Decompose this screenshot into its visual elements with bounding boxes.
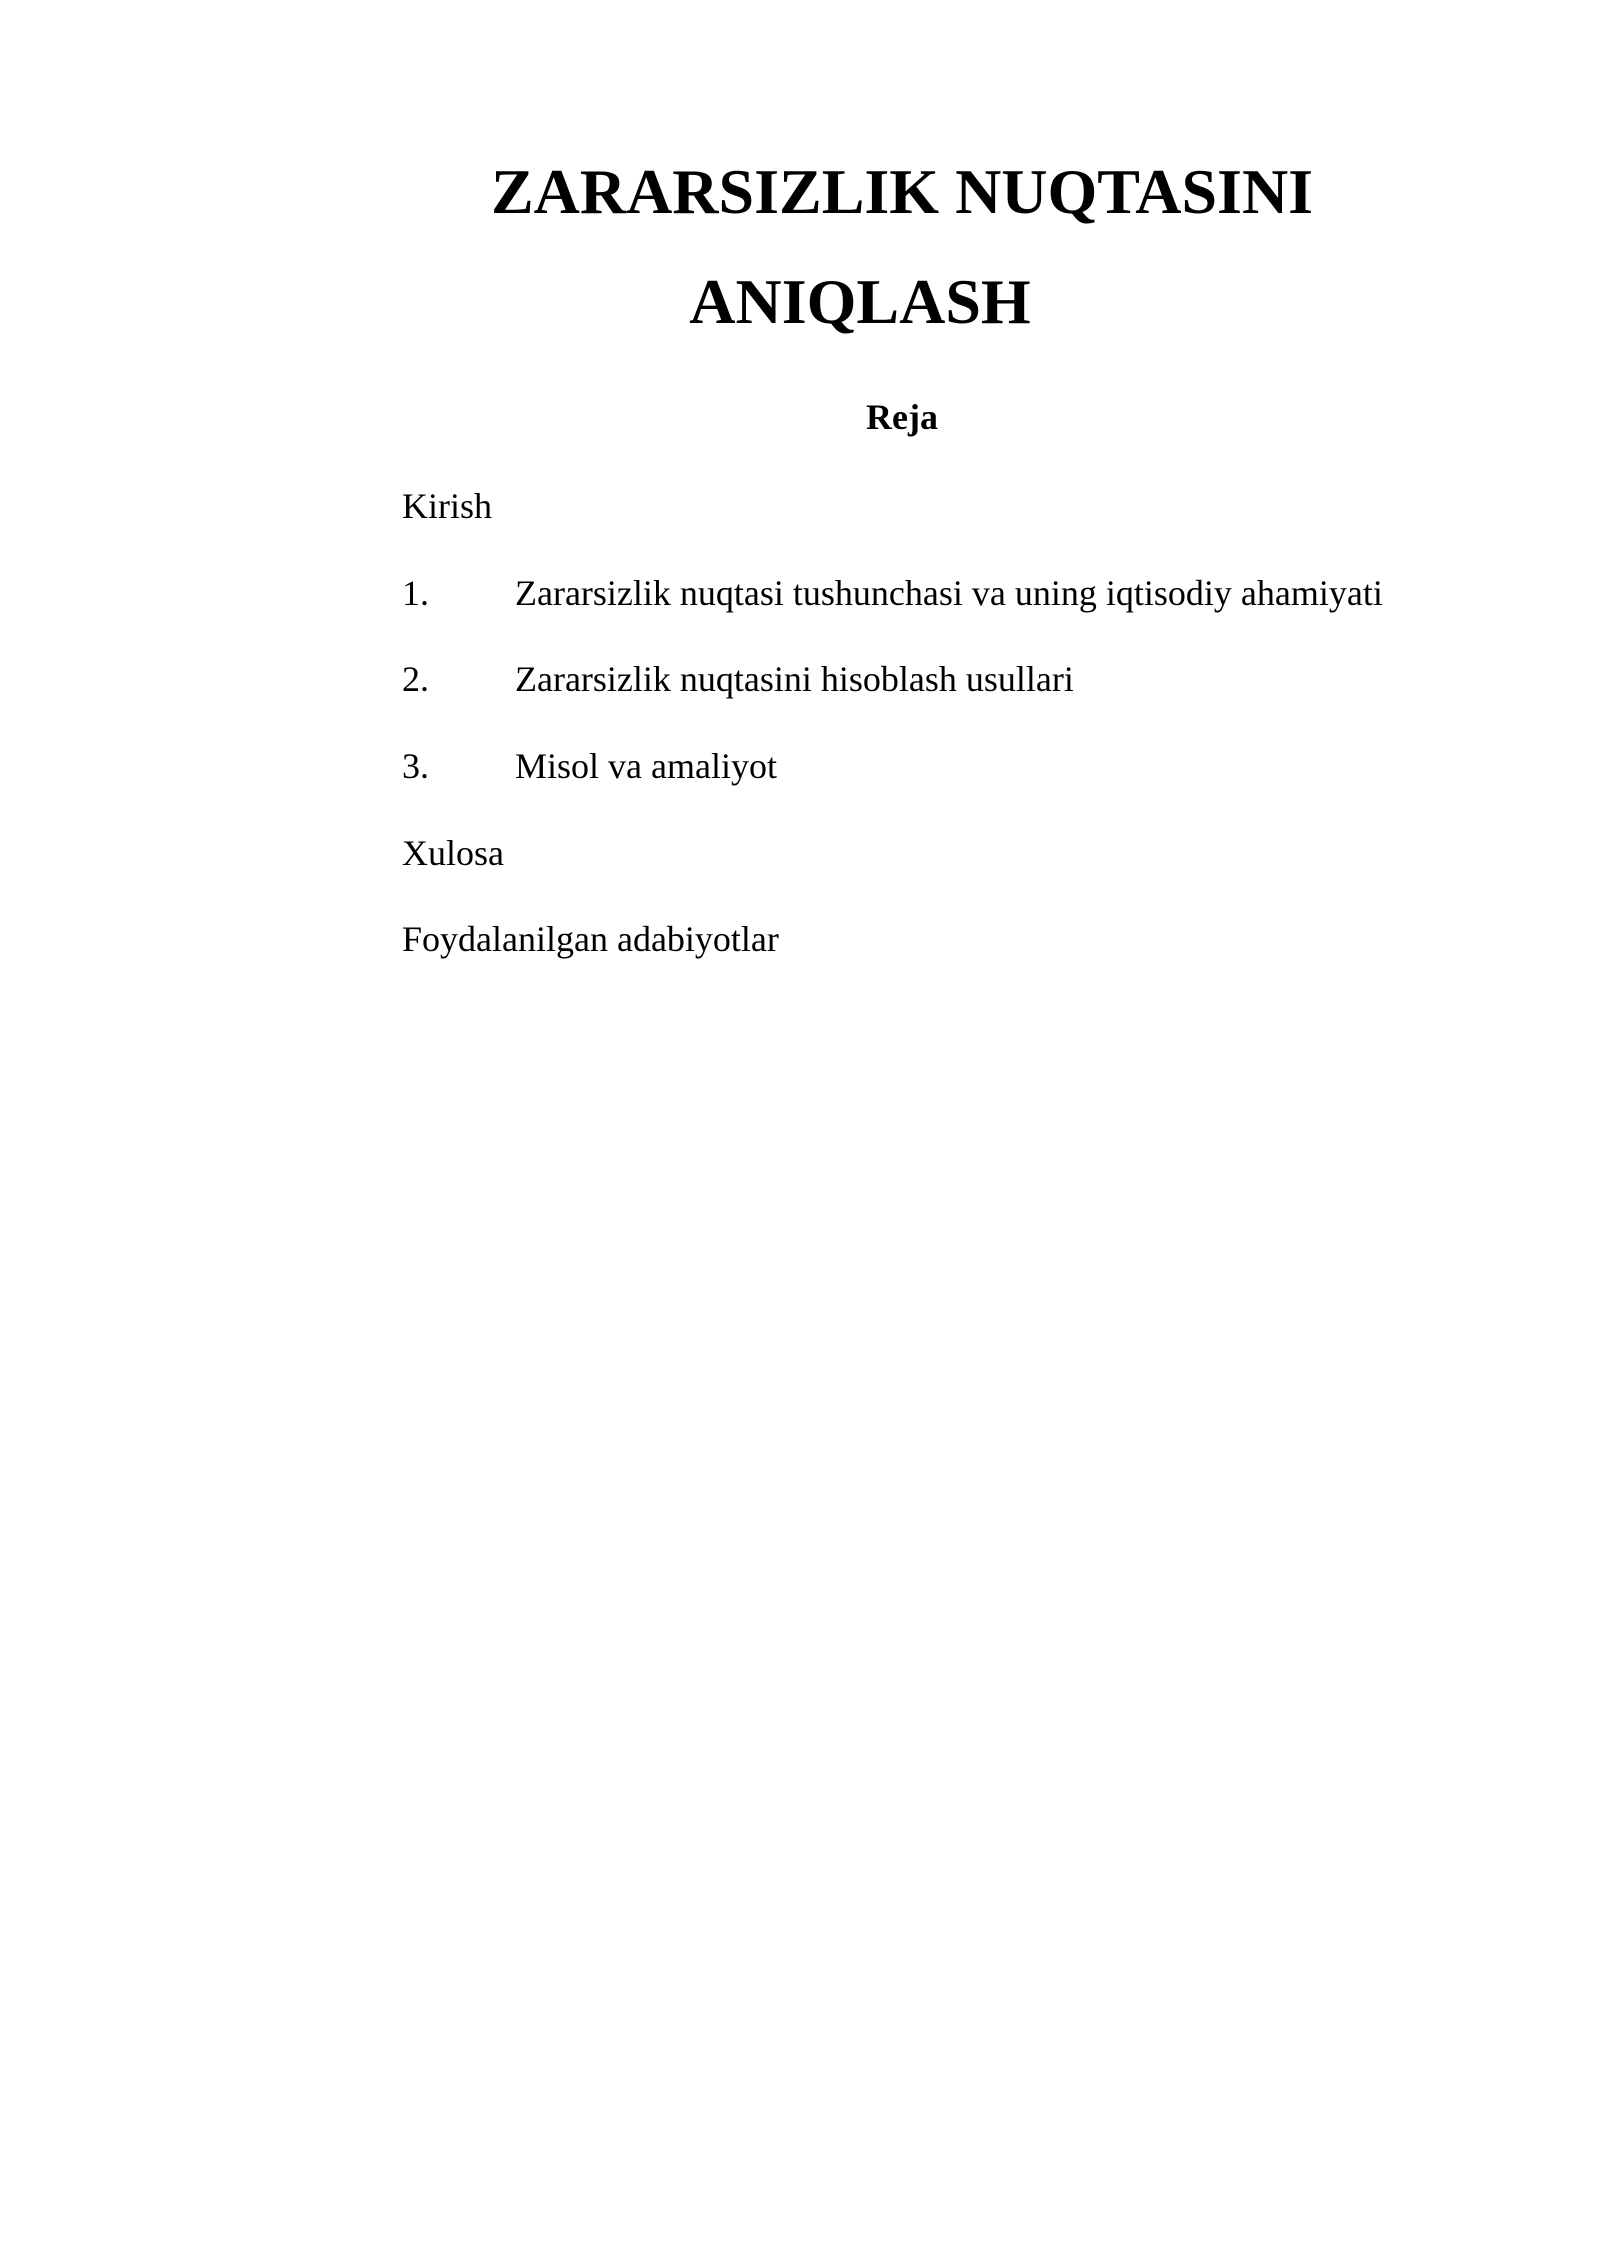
plan-item-3-text: Misol va amaliyot bbox=[515, 746, 777, 786]
plan-intro: Kirish bbox=[402, 486, 492, 526]
plan-item-1-number: 1. bbox=[402, 573, 429, 613]
plan-references: Foydalanilgan adabiyotlar bbox=[402, 919, 779, 959]
plan-item-2-text: Zararsizlik nuqtasini hisoblash usullari bbox=[515, 659, 1074, 699]
plan-item-2-number: 2. bbox=[402, 659, 429, 699]
document-title-line-2: ANIQLASH bbox=[689, 266, 1031, 337]
plan-item-1-text: Zararsizlik nuqtasi tushunchasi va uning iqtisodiy ahamiyati bbox=[515, 573, 1383, 613]
plan-heading: Reja bbox=[866, 397, 938, 437]
plan-conclusion: Xulosa bbox=[402, 833, 504, 873]
plan-item-3-number: 3. bbox=[402, 746, 429, 786]
document-title-line-1: ZARARSIZLIK NUQTASINI bbox=[490, 156, 1314, 227]
